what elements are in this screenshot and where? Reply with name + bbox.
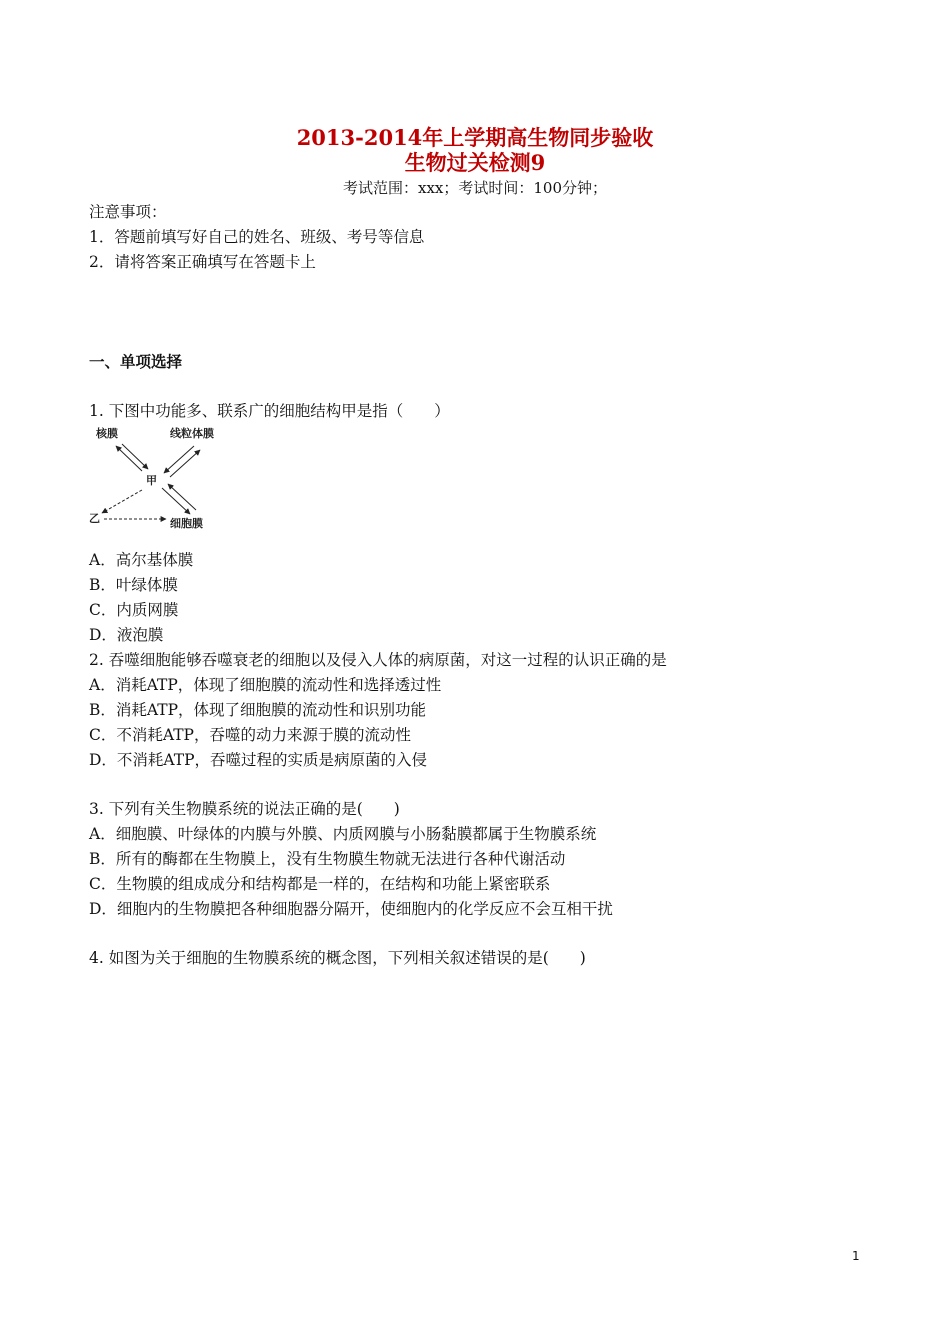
question-4-stem: 4. 如图为关于细胞的生物膜系统的概念图，下列相关叙述错误的是( ) — [89, 949, 586, 967]
question-2-option: A．消耗ATP，体现了细胞膜的流动性和选择透过性 — [89, 676, 442, 694]
question-1-option: C．内质网膜 — [89, 601, 179, 619]
notice-item: 1．答题前填写好自己的姓名、班级、考号等信息 — [89, 228, 425, 246]
arrow-jia-to-yi — [102, 490, 142, 513]
arrow-to-nucleus — [116, 446, 142, 471]
label-cell-membrane: 细胞膜 — [170, 517, 203, 530]
notice-item: 2．请将答案正确填写在答题卡上 — [89, 253, 316, 271]
question-1-option: D．液泡膜 — [89, 626, 164, 644]
question-2-option: C．不消耗ATP，吞噬的动力来源于膜的流动性 — [89, 726, 411, 744]
question-1-option: B．叶绿体膜 — [89, 576, 178, 594]
page-subtitle: 生物过关检测9 — [404, 150, 546, 175]
page-title: 2013-2014年上学期高生物同步验收 — [296, 125, 654, 150]
label-yi: 乙 — [89, 512, 100, 525]
question-3-option: C．生物膜的组成成分和结构都是一样的，在结构和功能上紧密联系 — [89, 875, 551, 893]
label-jia: 甲 — [146, 474, 157, 487]
label-mitochondria-membrane: 线粒体膜 — [170, 427, 214, 440]
notice-heading: 注意事项： — [89, 203, 167, 221]
question-1-stem: 1. 下图中功能多、联系广的细胞结构甲是指（ ） — [89, 402, 450, 420]
question-3-option: D．细胞内的生物膜把各种细胞器分隔开，使细胞内的化学反应不会互相干扰 — [89, 900, 613, 918]
section-title: 一、单项选择 — [89, 353, 183, 371]
question-2-option: B．消耗ATP，体现了细胞膜的流动性和识别功能 — [89, 701, 427, 719]
exam-info: 考试范围：xxx；考试时间：100分钟； — [342, 179, 607, 197]
question-2-option: D．不消耗ATP，吞噬过程的实质是病原菌的入侵 — [89, 751, 428, 769]
arrow-from-nucleus — [122, 444, 148, 469]
question-3-option: B．所有的酶都在生物膜上，没有生物膜生物就无法进行各种代谢活动 — [89, 850, 566, 868]
question-2-stem: 2. 吞噬细胞能够吞噬衰老的细胞以及侵入人体的病原菌，对这一过程的认识正确的是 — [89, 651, 667, 669]
membrane-relation-diagram — [86, 422, 226, 532]
question-3-option: A．细胞膜、叶绿体的内膜与外膜、内质网膜与小肠黏膜都属于生物膜系统 — [89, 825, 597, 843]
label-nucleus-membrane: 核膜 — [96, 427, 118, 440]
question-3-stem: 3. 下列有关生物膜系统的说法正确的是( ) — [89, 800, 400, 818]
page-number: 1 — [852, 1249, 860, 1263]
question-1-option: A．高尔基体膜 — [89, 551, 194, 569]
